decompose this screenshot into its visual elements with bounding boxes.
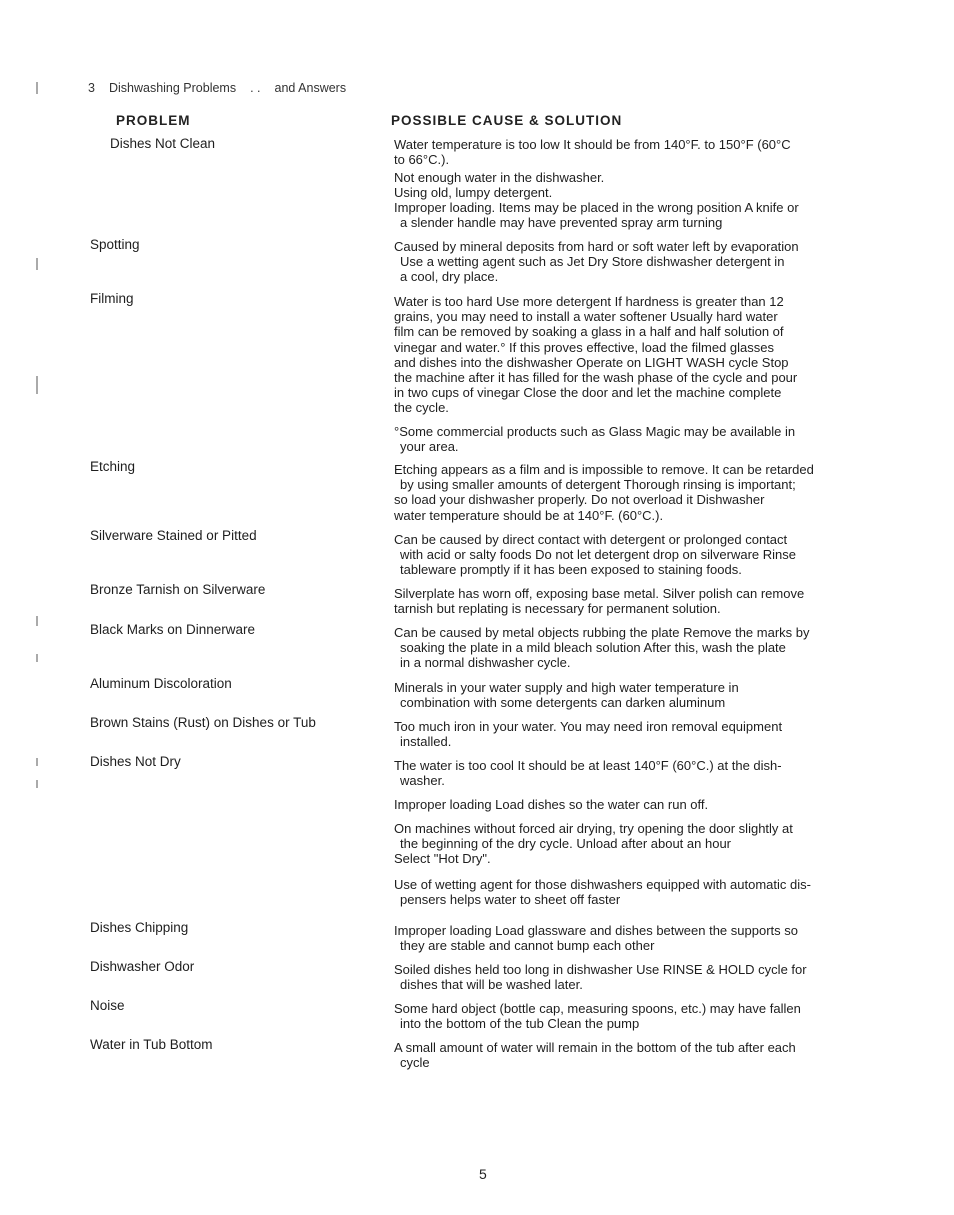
- solution-line: so load your dishwasher properly. Do not overload it Dishwasher: [394, 492, 765, 508]
- solution-paragraph: [394, 877, 870, 907]
- problem-label: Filming: [90, 291, 134, 306]
- problem-label: Aluminum Discoloration: [90, 676, 232, 691]
- solution-paragraph: [394, 962, 870, 992]
- solution-line: and dishes into the dishwasher Operate on LIGHT WASH cycle Stop: [394, 354, 789, 370]
- solution-paragraph: [394, 719, 870, 749]
- solution-line: Minerals in your water supply and high water temperature in: [394, 680, 739, 695]
- solution-line: Improper loading Load glassware and dishes between the supports so: [394, 923, 798, 938]
- solution-line: water temperature should be at 140°F. (60°C.).: [394, 507, 664, 523]
- problem-label: Noise: [90, 998, 125, 1013]
- solution-paragraph: [394, 680, 870, 710]
- solution-line: Etching appears as a film and is impossible to remove. It can be retarded: [394, 462, 814, 477]
- margin-mark: [36, 376, 38, 394]
- solution-line: Improper loading Load dishes so the water can run off.: [394, 797, 709, 812]
- solution-line: with acid or salty foods Do not let detergent drop on silverware Rinse: [400, 547, 796, 563]
- problem-label: Etching: [90, 459, 136, 474]
- problem-label: Dishes Not Dry: [90, 754, 181, 769]
- solution-line: pensers helps water to sheet off faster: [400, 892, 621, 908]
- problem-label: Black Marks on Dinnerware: [90, 622, 256, 637]
- solution-line: °Some commercial products such as Glass Magic may be available in: [394, 424, 796, 439]
- solution-line: they are stable and cannot bump each other: [400, 938, 655, 954]
- solution-line: Water is too hard Use more detergent If hardness is greater than 12: [394, 294, 784, 309]
- solution-paragraph: [394, 923, 870, 953]
- margin-mark: [36, 258, 38, 270]
- solution-paragraph: [394, 239, 870, 285]
- solution-column-heading: POSSIBLE CAUSE & SOLUTION: [391, 113, 623, 128]
- solution-line: tableware promptly if it has been exposed to staining foods.: [400, 562, 742, 578]
- solution-paragraph: [394, 170, 870, 185]
- section-title-right: and Answers: [274, 81, 347, 95]
- solution-paragraph: [394, 294, 870, 416]
- problem-label: Spotting: [90, 237, 140, 252]
- problem-label: Dishes Chipping: [90, 920, 189, 935]
- solution-line: grains, you may need to install a water softener Usually hard water: [394, 309, 778, 325]
- solution-line: into the bottom of the tub Clean the pump: [400, 1016, 640, 1032]
- problem-label: Dishwasher Odor: [90, 959, 195, 974]
- solution-line: by using smaller amounts of detergent Thorough rinsing is important;: [400, 477, 796, 493]
- solution-line: the machine after it has filled for the wash phase of the cycle and pour: [394, 370, 798, 386]
- solution-line: Soiled dishes held too long in dishwasher Use RINSE & HOLD cycle for: [394, 962, 807, 977]
- margin-mark: [36, 82, 38, 94]
- solution-line: a slender handle may have prevented spray arm turning: [400, 215, 723, 231]
- problem-label: Dishes Not Clean: [110, 136, 216, 151]
- solution-line: installed.: [400, 734, 452, 750]
- solution-line: Silverplate has worn off, exposing base metal. Silver polish can remove: [394, 586, 805, 601]
- solution-paragraph: [394, 424, 870, 454]
- solution-line: Caused by mineral deposits from hard or soft water left by evaporation: [394, 239, 799, 254]
- solution-line: Can be caused by metal objects rubbing the plate Remove the marks by: [394, 625, 810, 640]
- solution-line: Select "Hot Dry".: [394, 851, 491, 867]
- solution-paragraph: [394, 185, 870, 200]
- section-title: 3 Dishwashing Problems . . and Answers: [88, 81, 347, 95]
- problem-label: Bronze Tarnish on Silverware: [90, 582, 266, 597]
- problem-label: Water in Tub Bottom: [90, 1037, 213, 1052]
- solution-line: The water is too cool It should be at least 140°F (60°C.) at the dish-: [394, 758, 782, 773]
- solution-line: tarnish but replating is necessary for permanent solution.: [394, 601, 721, 617]
- solution-paragraph: [394, 137, 870, 167]
- solution-line: Improper loading. Items may be placed in the wrong position A knife or: [394, 200, 799, 215]
- solution-line: film can be removed by soaking a glass in a half and half solution of: [394, 324, 784, 340]
- solution-line: vinegar and water.° If this proves effective, load the filmed glasses: [394, 339, 774, 355]
- solution-line: Some hard object (bottle cap, measuring spoons, etc.) may have fallen: [394, 1001, 801, 1016]
- solution-line: a cool, dry place.: [400, 269, 499, 285]
- solution-line: dishes that will be washed later.: [400, 977, 583, 993]
- problem-label: Silverware Stained or Pitted: [90, 528, 257, 543]
- solution-line: washer.: [400, 773, 445, 789]
- solution-line: On machines without forced air drying, try opening the door slightly at: [394, 821, 793, 836]
- solution-paragraph: [394, 200, 870, 230]
- solution-line: soaking the plate in a mild bleach solution After this, wash the plate: [400, 640, 786, 656]
- section-title-left: Dishwashing Problems: [108, 81, 237, 95]
- solution-paragraph: [394, 797, 870, 812]
- solution-line: A small amount of water will remain in the bottom of the tub after each: [394, 1040, 796, 1055]
- problem-label: Brown Stains (Rust) on Dishes or Tub: [90, 715, 316, 730]
- solution-paragraph: [394, 1040, 870, 1070]
- solution-line: Too much iron in your water. You may need iron removal equipment: [394, 719, 783, 734]
- solution-line: Can be caused by direct contact with detergent or prolonged contact: [394, 532, 788, 547]
- solution-line: in two cups of vinegar Close the door and let the machine complete: [394, 385, 782, 401]
- section-number: 3: [88, 81, 95, 95]
- margin-mark: [36, 654, 38, 662]
- solution-line: in a normal dishwasher cycle.: [400, 655, 571, 671]
- solution-line: the beginning of the dry cycle. Unload after about an hour: [400, 836, 731, 852]
- problem-column-heading: PROBLEM: [116, 113, 191, 128]
- margin-mark: [36, 780, 38, 788]
- solution-line: the cycle.: [394, 400, 449, 416]
- solution-paragraph: [394, 532, 870, 578]
- solution-paragraph: [394, 462, 870, 523]
- solution-line: Water temperature is too low It should be from 140°F. to 150°F (60°C: [394, 137, 791, 152]
- solution-line: your area.: [400, 439, 459, 455]
- solution-paragraph: [394, 1001, 870, 1031]
- solution-paragraph: [394, 758, 870, 788]
- page-number: 5: [479, 1166, 487, 1182]
- solution-line: Use of wetting agent for those dishwashers equipped with automatic dis-: [394, 877, 811, 892]
- solution-paragraph: [394, 821, 870, 867]
- solution-paragraph: [394, 625, 870, 671]
- solution-line: Use a wetting agent such as Jet Dry Store dishwasher detergent in: [400, 254, 785, 270]
- solution-line: to 66°C.).: [394, 152, 450, 168]
- margin-mark: [36, 758, 38, 766]
- solution-line: cycle: [400, 1055, 430, 1071]
- solution-line: combination with some detergents can darken aluminum: [400, 695, 726, 711]
- solution-line: Using old, lumpy detergent.: [394, 185, 553, 200]
- margin-mark: [36, 616, 38, 626]
- solution-paragraph: [394, 586, 870, 616]
- solution-line: Not enough water in the dishwasher.: [394, 170, 605, 185]
